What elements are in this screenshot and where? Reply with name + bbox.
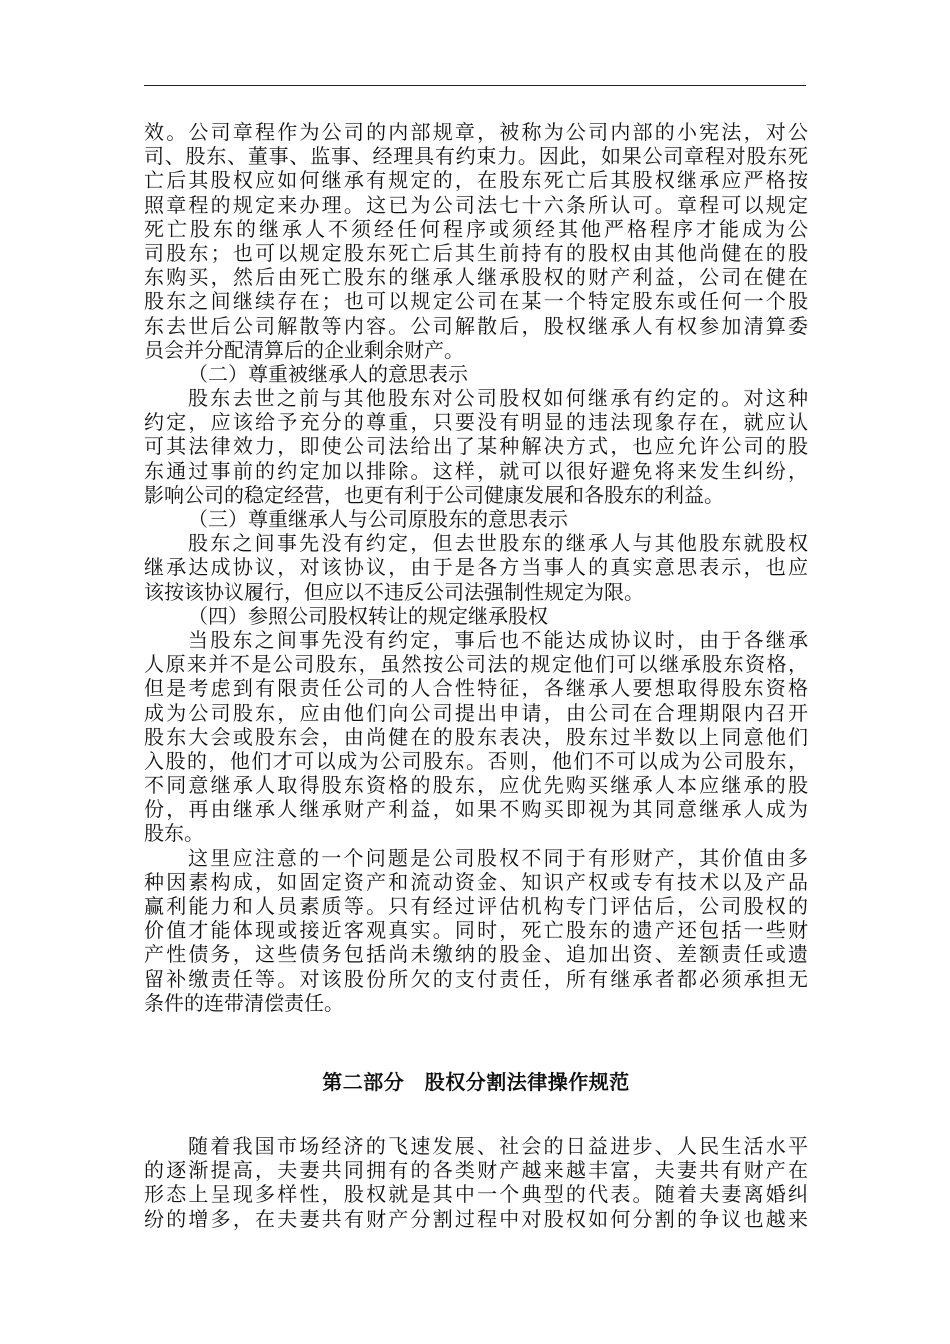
- paragraph-line: 留补缴责任等。对该股份所欠的支付责任，所有继承者都必须承担无: [144, 966, 808, 991]
- subheading: （二）尊重被继承人的意思表示: [188, 361, 468, 386]
- paragraph-line: 东去世后公司解散等内容。公司解散后，股权继承人有权参加清算委: [144, 313, 808, 338]
- paragraph-line: 股东之间事先没有约定，但去世股东的继承人与其他股东就股权: [188, 531, 808, 556]
- paragraph-line: 约定，应该给予充分的尊重，只要没有明显的违法现象存在，就应认: [144, 410, 808, 435]
- paragraph-line: 形态上呈现多样性，股权就是其中一个典型的代表。随着夫妻离婚纠: [144, 1182, 808, 1207]
- paragraph-line: 股东大会或股东会，由尚健在的股东表决，股东过半数以上同意他们: [144, 724, 808, 749]
- paragraph-line: 这里应注意的一个问题是公司股权不同于有形财产，其价值由多: [188, 845, 808, 870]
- paragraph-line: 份，再由继承人继承财产利益，如果不购买即视为其同意继承人成为: [144, 797, 808, 822]
- paragraph-line: 亡后其股权应如何继承有规定的，在股东死亡后其股权继承应严格按: [144, 168, 808, 193]
- paragraph-line: 员会并分配清算后的企业剩余财产。: [144, 337, 464, 362]
- paragraph-line: 司、股东、董事、监事、经理具有约束力。因此，如果公司章程对股东死: [144, 144, 808, 169]
- paragraph-line: 东通过事前的约定加以排除。这样，就可以很好避免将来发生纠纷，: [144, 458, 808, 483]
- paragraph-line: 纷的增多，在夫妻共有财产分割过程中对股权如何分割的争议也越来: [144, 1206, 808, 1231]
- paragraph-line: 股东。: [144, 821, 204, 846]
- paragraph-line: 入股的，他们才可以成为公司股东。否则，他们不可以成为公司股东，: [144, 748, 808, 773]
- paragraph-line: 赢利能力和人员素质等。只有经过评估机构专门评估后，公司股权的: [144, 894, 808, 918]
- paragraph-line: 东购买，然后由死亡股东的继承人继承股权的财产利益，公司在健在: [144, 265, 808, 290]
- subheading: （三）尊重继承人与公司原股东的意思表示: [188, 507, 568, 531]
- paragraph-line: 股东去世之前与其他股东对公司股权如何继承有约定的。对这种: [188, 386, 808, 411]
- paragraph-line: 该按该协议履行，但应以不违反公司法强制性规定为限。: [144, 579, 644, 604]
- paragraph-line: 影响公司的稳定经营，也更有利于公司健康发展和各股东的利益。: [144, 482, 724, 507]
- paragraph-line: 但是考虑到有限责任公司的人合性特征，各继承人要想取得股东资格: [144, 676, 808, 701]
- paragraph-line: 成为公司股东，应由他们向公司提出申请，由公司在合理期限内召开: [144, 700, 808, 725]
- paragraph-line: 的逐渐提高，夫妻共同拥有的各类财产越来越丰富，夫妻共有财产在: [144, 1158, 808, 1183]
- section-title: 第二部分 股权分割法律操作规范: [322, 1070, 630, 1094]
- paragraph-line: 产性债务，这些债务包括尚未缴纳的股金、追加出资、差额责任或遗: [144, 942, 808, 967]
- paragraph-line: 随着我国市场经济的飞速发展、社会的日益进步、人民生活水平: [188, 1134, 808, 1158]
- paragraph-line: 照章程的规定来办理。这已为公司法七十六条所认可。章程可以规定: [144, 192, 808, 217]
- paragraph-line: 效。公司章程作为公司的内部规章，被称为公司内部的小宪法，对公: [144, 120, 808, 144]
- paragraph-line: 股东之间继续存在；也可以规定公司在某一个特定股东或任何一个股: [144, 289, 808, 314]
- body-text-part-one: [144, 120, 808, 1015]
- header-rule: [144, 85, 806, 86]
- paragraph-line: 人原来并不是公司股东，虽然按公司法的规定他们可以继承股东资格，: [144, 652, 808, 677]
- paragraph-line: 可其法律效力，即使公司法给出了某种解决方式，也应允许公司的股: [144, 434, 808, 459]
- paragraph-line: 司股东；也可以规定股东死亡后其生前持有的股权由其他尚健在的股: [144, 240, 808, 265]
- subheading: （四）参照公司股权转让的规定继承股权: [188, 603, 548, 628]
- body-text-part-two: [144, 1134, 808, 1231]
- paragraph-line: 种因素构成，如固定资产和流动资金、知识产权或专有技术以及产品: [144, 869, 808, 894]
- paragraph-line: 继承达成协议，对该协议，由于是各方当事人的真实意思表示，也应: [144, 555, 808, 580]
- paragraph-line: 当股东之间事先没有约定，事后也不能达成协议时，由于各继承: [188, 627, 808, 652]
- paragraph-line: 价值才能体现或接近客观真实。同时，死亡股东的遗产还包括一些财: [144, 918, 808, 943]
- paragraph-line: 条件的连带清偿责任。: [144, 990, 344, 1015]
- paragraph-line: 死亡股东的继承人不须经任何程序或须经其他严格程序才能成为公: [144, 216, 808, 241]
- paragraph-line: 不同意继承人取得股东资格的股东，应优先购买继承人本应继承的股: [144, 773, 808, 798]
